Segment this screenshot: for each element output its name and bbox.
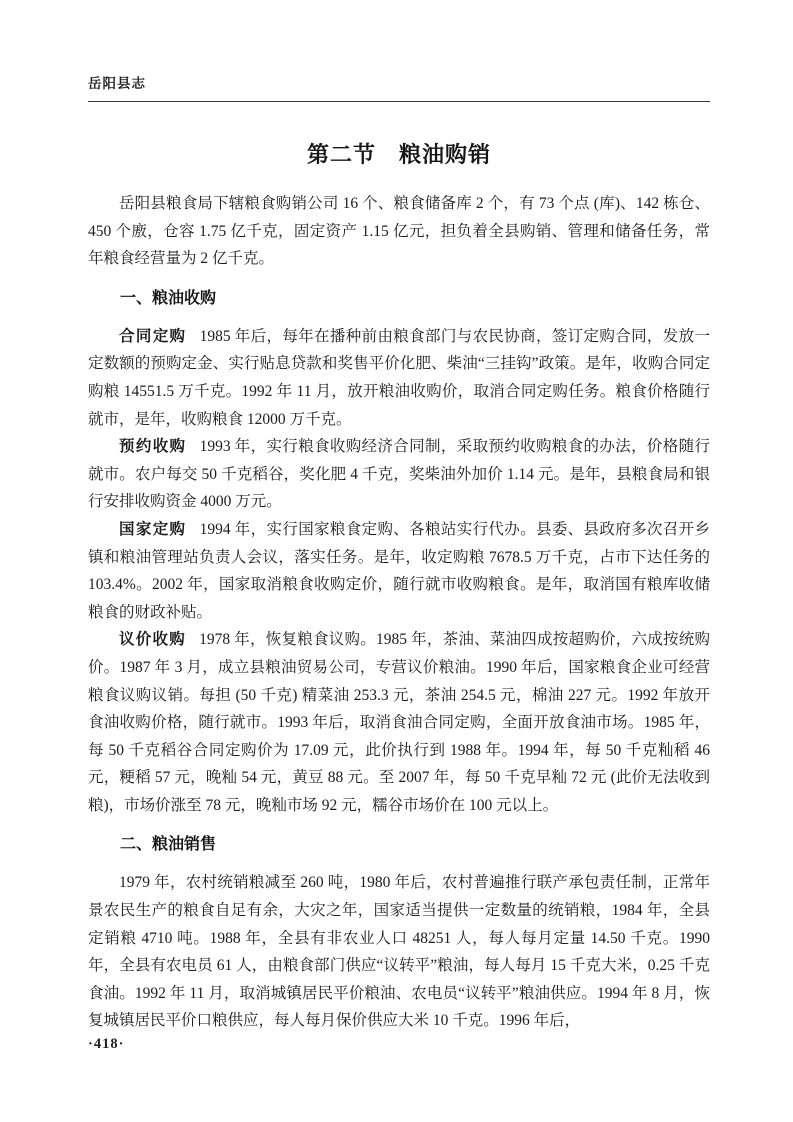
paragraph-reserved-purchase [88, 433, 710, 516]
paragraph-text: 1994 年，实行国家粮食定购、各粮站实行代办。县委、县政府多次召开乡镇和粮油管理站负责人会议，落实任务。是年，收定购粮 7678.5 万千克，占市下达任务的 103.4%。2002 年，国家取消粮食收购定价，随行就市收购粮食。是年，取消国有粮库收储粮食的财政补贴。 [88, 520, 710, 621]
paragraph-lead: 预约收购 [119, 438, 187, 456]
intro-paragraph: 岳阳县粮食局下辖粮食购销公司 16 个、粮食储备库 2 个，有 73 个点 (库)、142 栋仓、450 个廒，仓容 1.75 亿千克，固定资产 1.15 亿元，担负着全县购销、管理和储备任务，常年粮食经营量为 2 亿千克。 [88, 195, 710, 268]
section-heading-procurement: 一、粮油收购 [120, 289, 217, 307]
paragraph-contract-purchase [88, 323, 710, 433]
running-header [88, 72, 710, 102]
page-title: 第二节 粮油购销 [306, 142, 491, 167]
paragraph-text: 1993 年，实行粮食收购经济合同制，采取预约收购粮食的办法，价格随行就市。农户每交 50 千克稻谷，奖化肥 4 千克，奖柴油外加价 1.14 元。是年，县粮食局和银行安排收购资金 4000 万元。 [88, 438, 710, 511]
section-heading-sales: 二、粮油销售 [120, 836, 217, 854]
body-text [88, 190, 710, 1035]
paragraph-state-purchase [88, 516, 710, 626]
book-title: 岳阳县志 [88, 76, 146, 91]
paragraph-lead: 国家定购 [119, 520, 187, 538]
paragraph-text: 1978 年，恢复粮食议购。1985 年，茶油、菜油四成按超购价，六成按统购价。1987 年 3 月，成立县粮油贸易公司，专营议价粮油。1990 年后，国家粮食企业可经营粮食议购议销。每担 (50 千克) 精菜油 253.3 元，茶油 254.5 元，棉油 227 元。1992 年放开食油收购价格，随行就市。1993 年后，取消食油合同定购，全面开放食油市场。1985 年，每 50 千克稻谷合同定购价为 17.09 元，此价执行到 1988 年。1994 年，每 50 千克籼稻 46 元，粳稻 57 元，晚籼 54 元，黄豆 88 元。至 2007 年，每 50 千克早籼 72 元 (此价无法收到粮)，市场价涨至 78 元，晚籼市场 92 元，糯谷市场价在 100 元以上。 [88, 631, 710, 814]
paragraph-negotiated-purchase [88, 626, 710, 819]
paragraph-lead: 议价收购 [119, 631, 186, 649]
paragraph-lead: 合同定购 [119, 327, 187, 345]
paragraph-sales: 1979 年，农村统销粮减至 260 吨，1980 年后，农村普遍推行联产承包责任制，正常年景农民生产的粮食自足有余，大灾之年，国家适当提供一定数量的统销粮，1984 年，全县定销粮 4710 吨。1988 年，全县有非农业人口 48251 人，每人每月定量 14.50 千克。1990 年，全县有农电员 61 人，由粮食部门供应“议转平”粮油，每人每月 15 千克大米，0.25 千克食油。1992 年 11 月，取消城镇居民平价粮油、农电员“议转平”粮油供应。1994 年 8 月，恢复城镇居民平价口粮供应，每人每月保价供应大米 10 千克。1996 年后， [88, 874, 710, 1030]
page-number: ·418· [88, 1036, 125, 1052]
paragraph-text: 1985 年后，每年在播种前由粮食部门与农民协商，签订定购合同，发放一定数额的预购定金、实行贴息贷款和奖售平价化肥、柴油“三挂钩”政策。是年，收购合同定购粮 14551.5 万千克。1992 年 11 月，放开粮油收购价，取消合同定购任务。粮食价格随行就市，是年，收购粮食 12000 万千克。 [88, 327, 710, 428]
